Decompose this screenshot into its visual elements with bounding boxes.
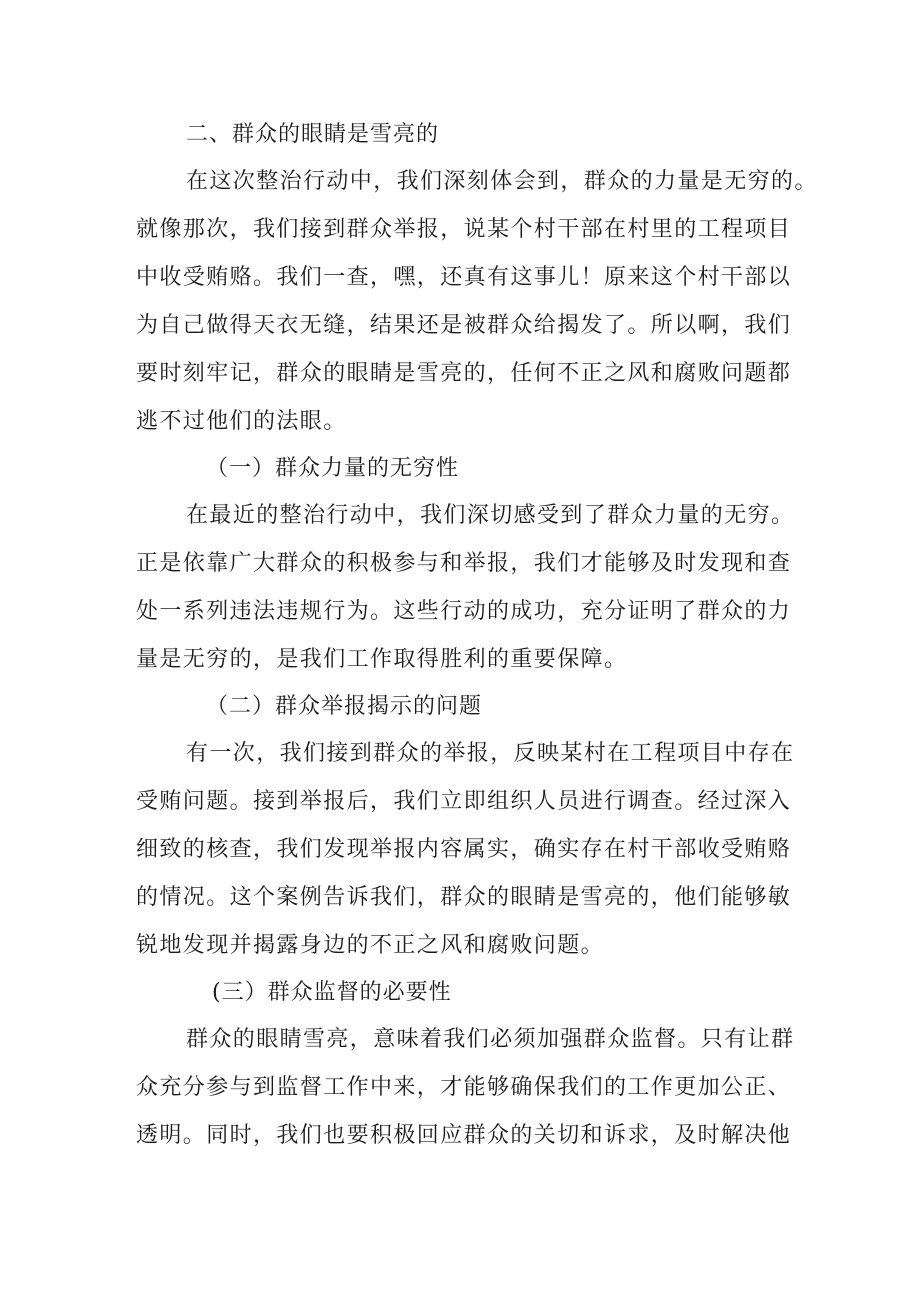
document-body	[136, 112, 818, 1160]
subsection-3-title: (三）群众监督的必要性	[212, 980, 452, 1005]
section-title: 二、群众的眼睛是雪亮的	[186, 122, 440, 147]
paragraph-line: 细致的核查，我们发现举报内容属实，确实存在村干部收受贿赂	[136, 837, 792, 862]
paragraph-line: 量是无穷的，是我们工作取得胜利的重要保障。	[136, 647, 628, 672]
subsection-1-title: （一）群众力量的无穷性	[206, 456, 460, 481]
paragraph-line: 在这次整治行动中，我们深刻体会到，群众的力量是无穷的。	[186, 169, 818, 194]
paragraph-line: 受贿问题。接到举报后，我们立即组织人员进行调查。经过深入	[136, 789, 792, 814]
paragraph-line: 众充分参与到监督工作中来，才能够确保我们的工作更加公正、	[136, 1075, 792, 1100]
intro-paragraph	[136, 158, 818, 446]
subsection-1-paragraph	[136, 492, 796, 684]
paragraph-line: 要时刻牢记，群众的眼睛是雪亮的，任何不正之风和腐败问题都	[136, 361, 792, 386]
subsection-2-title: （二）群众举报揭示的问题	[206, 694, 483, 719]
paragraph-line: 逃不过他们的法眼。	[136, 409, 347, 434]
paragraph-line: 中收受贿赂。我们一查，嘿，还真有这事儿！原来这个村干部以	[136, 265, 792, 290]
paragraph-line: 的情况。这个案例告诉我们，群众的眼睛是雪亮的，他们能够敏	[136, 885, 792, 910]
subsection-2-paragraph	[136, 730, 796, 970]
subsection-3-paragraph	[136, 1016, 796, 1160]
paragraph-line: 有一次，我们接到群众的举报，反映某村在工程项目中存在	[186, 741, 795, 766]
paragraph-line: 正是依靠广大群众的积极参与和举报，我们才能够及时发现和查	[136, 551, 792, 576]
paragraph-line: 透明。同时，我们也要积极回应群众的关切和诉求，及时解决他	[136, 1123, 792, 1148]
paragraph-line: 就像那次，我们接到群众举报，说某个村干部在村里的工程项目	[136, 217, 792, 242]
paragraph-line: 为自己做得天衣无缝，结果还是被群众给揭发了。所以啊，我们	[136, 313, 792, 338]
paragraph-line: 处一系列违法违规行为。这些行动的成功，充分证明了群众的力	[136, 599, 792, 624]
paragraph-line: 锐地发现并揭露身边的不正之风和腐败问题。	[136, 933, 605, 958]
paragraph-line: 在最近的整治行动中，我们深切感受到了群众力量的无穷。	[186, 503, 795, 528]
paragraph-line: 群众的眼睛雪亮，意味着我们必须加强群众监督。只有让群	[186, 1027, 795, 1052]
